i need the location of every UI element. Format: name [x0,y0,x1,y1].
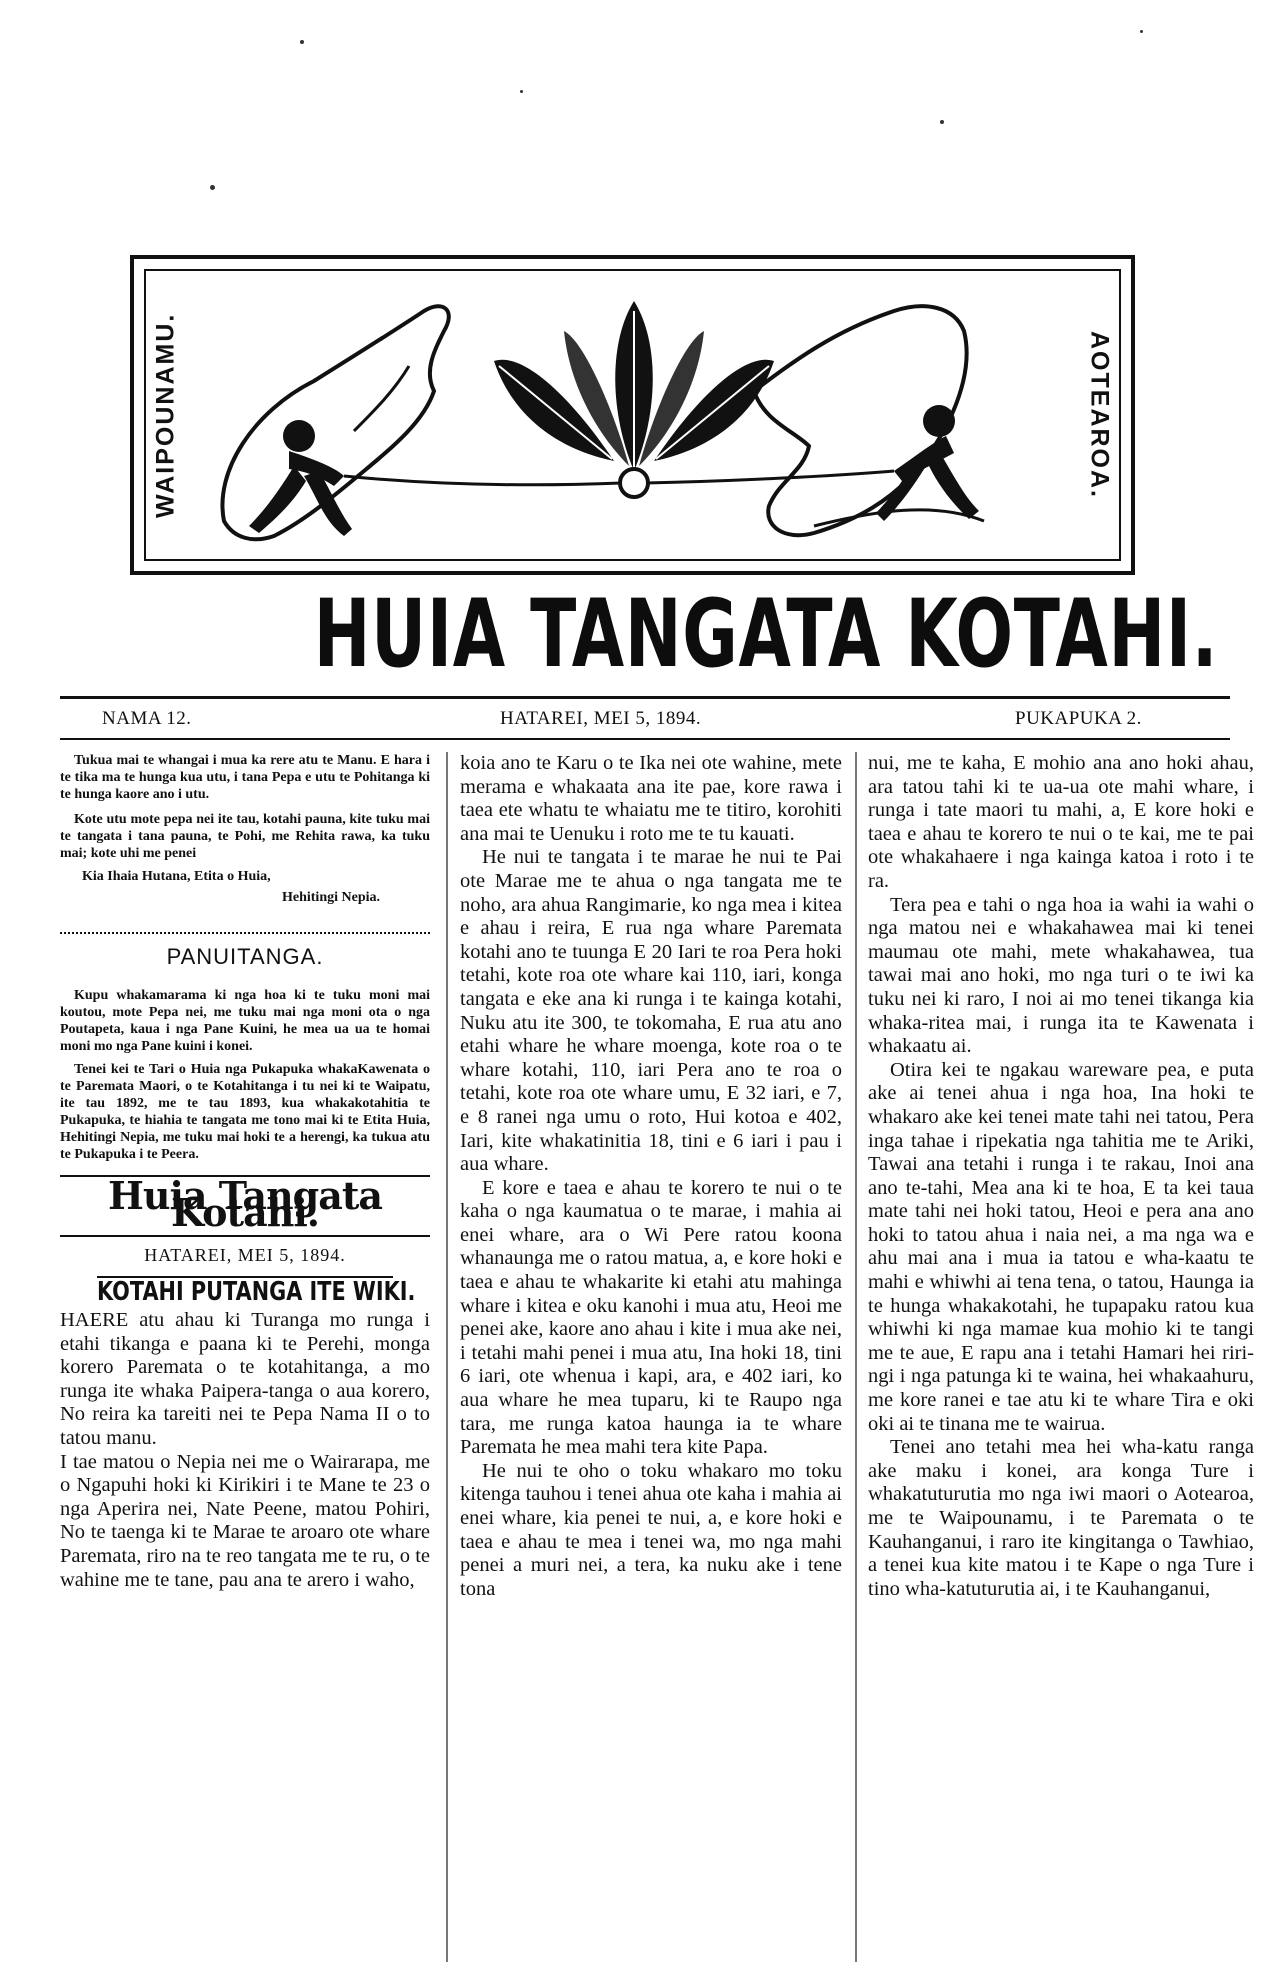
banner-right-label: AOTEAROA. [1085,331,1114,499]
rope-knot [620,469,648,497]
intro-paragraph: Tukua mai te whangai i mua ka rere atu te Manu. E hara i te tika ma te hunga kua utu, i tana Pepa e utu te Pohitanga ki te hunga kaore ano i utu. [60,753,430,802]
paper-nameplate: Huia Tangata Kotahi. [107,1173,383,1235]
section-divider [60,922,430,934]
masthead-rule-bottom [60,738,1230,740]
feathers-emblem [494,301,774,497]
notices-heading: PANUITANGA. [166,944,324,969]
article-paragraph: koia ano te Karu o te Ika nei ote wahine, mete merama e whakaata ana ite pae, kore rawa i taea ete whatu te whaiatu me te titiro, korohiti ana mai te Uenuku i roto me te tu kauati. [460,752,842,845]
print-speck [940,120,944,124]
editor-location: Hehitingi Nepia. [281,890,380,905]
article-paragraph: He nui te oho o toku whakaro mo toku kitenga tauhou i tenei ahua ote kaha i mahia ai enei whare, kia penei te nui, a, e kore hoki e taea e ahau te mea i tenei wa, mo nga mahi penei a muri nei, a tera, ka nuku ake i tene tona [460,1459,842,1600]
notice-paragraph: Kupu whakamarama ki nga hoa ki te tuku moni mai koutou, mote Pepa nei, me tuku mai nga moni ota o nga Poutapeta, kaua i nga Pane Kuini, he mea ua ua te homai moni mo nga Pane kuini i konei. [60,988,430,1054]
column-middle [460,752,842,1967]
intro-paragraph: Kote utu mote pepa nei ite tau, kotahi pauna, kite tuku mai te tangata i tana pauna, te Pohi, me Rehita rawa, ka tuku mai; kote uhi me penei [60,812,430,861]
notice-paragraph: Tenei kei te Tari o Huia nga Pukapuka whakaKawenata o te Paremata Maori, o te Kotahitanga i tu nei ki te Waipatu, ite tau 1892, me te tau 1893, kua whakakotahitia te Pukapuka, te hiahia te tangata me tono mai ki te Etita Huia, Hehitingi Nepia, me tuku mai hoki te a herengi, ka tukua atu te Pukapuka i te Peera. [60,1062,430,1162]
article-paragraph: Tera pea e tahi o nga hoa ia wahi ia wahi o nga matou nei e whakahawea mai ki tenei maumau ote mahi, mete whakahawea, tua tawai mai ano hoki, mo nga turi o te iwi ka tuku nei ki raro, I noi ai mo tenei tikanga kia whaka-ritea mai, i runga ita te Kawenata i whakaatu ai. [868,893,1254,1058]
column-rule [855,752,857,1962]
masthead-rule-top [60,696,1230,699]
issue-page: PUKAPUKA 2. [1015,708,1142,729]
editorial-paragraph: I tae matou o Nepia nei me o Wairarapa, me o Ngapuhi hoki ki Kirikiri i te Mane te 23 o nga Aperira nei, Nate Peene, matou Pohiri, No te taenga ki te Marae te aroaro ote whare Paremata, riro na te reo tangata me te ru, o te wahine me te tane, pau ana te arero i waho, [60,1450,430,1591]
article-paragraph: Tenei ano tetahi mea hei wha-katu ranga ake maku i konei, ara konga Ture i whakatuturutia mo nga iwi maori o Aotearoa, me te Waipounamu, i te Paremata o te Kauhanganui, i raro ite kingitanga o Tawhiao, a tenei kua kite matou i te Kape o nga Ture i tino wha-katuturutia ai, i te Kauhanganui, [868,1436,1254,1600]
article-paragraph: He nui te tangata i te marae he nui te Pai ote Marae me te ahua o nga tangata me te noho, ara ahua Rangimarie, ko nga mea i kitea e ahau i reira, E rua nga whare Paremata kotahi ano te tuunga E 20 Iari te roa Pera hoki tetahi, kote roa ote whare kai 110, iari, konga tangata e eke ana ki runga i te kainga kotahi, Nuku atu ite 300, te tokomaha, E rua atu ano etahi whare he whare moenga, kote roa o te whare kotahi, 110, iari Pera ano te roa o tetahi, kote roa ote whare umu, E 32 iari, e 7, e 8 ranei nga umu o roto, Hui kotoa e 402, Iari, kite whakatinitia 18, tini e 6 iari i pau i aua whare. [460,846,842,1176]
right-figure-pulling [876,405,979,521]
editor-signature: Kia Ihaia Hutana, Etita o Huia, [82,869,271,884]
print-speck [520,90,523,93]
editorial-date: HATAREI, MEI 5, 1894. [60,1235,430,1264]
article-paragraph: E kore e taea e ahau te korero te nui o te kaha o nga kaumatua o te marae, i mahia ai enei whare, ara o Wi Pere ratou koona whanaunga me o ratou matua, a, e kore hoki e taea e ahau te whakarite ki etahi atu mahinga whare i kitea e oku kanohi i mua atu, Heoi me penei ake, kaore ano ahau i kite i mua ake nei, i tetahi mahi penei i mua atu, Ina hoki 18, tini 6 iari, ote whenua i kapi, ara, e 402 iari, ko aua whare he mea tuparu, ki te Raupo nga tara, me runga katoa haunga ia te whare Paremata he mea mahi tera kite Papa. [460,1176,842,1459]
editorial-paragraph: HAERE atu ahau ki Turanga mo runga i etahi tikanga e paana ki te Perehi, monga korero Paremata o te kotahitanga, a mo runga ite whaka Paipera-tanga o aua korero, No reira ka tareiti nei te Pepa Nama II o to tatou manu. [60,1309,430,1449]
editorial-heading: KOTAHI PUTANGA ITE WIKI. [97,1277,416,1307]
issue-number: NAMA 12. [102,708,192,729]
column-left [60,752,430,1972]
issue-date: HATAREI, MEI 5, 1894. [500,708,702,729]
masthead-banner [130,255,1135,575]
article-paragraph: Otira kei te ngakau wareware pea, e puta ake ai tenei ahua i nga hoa, Ina hoki te whakaro ake kei tenei mate tahi nei tatou, Pera inga tahae i ripekatia nga tahitia me te Ariki, Tawai ana tetahi i runga i te rakau, Inoi ana ano te-tahi, Mea ana ki te hoa, E ta kei taua mate tahi nei hoki tatou, Heoi e pera ana ano hoki to tatou ahua i naia nei, a ma nga wa e ahu mai ana i mua ia tatou e wha-kaatu te mahi e whiwhi ai tena tena, o tatou, Haunga ia te hunga whakakotahi, he tupapaku ratou kua whiwhi ki nga mamae kua mohio ki te tangi me te aue, E rapu ana i tetahi Hamari hei riri-ngi i nga patunga ki te waina, hei whakaahuru, me kore ranei e tae atu ki te whare Tira e oki oki ai te tinana me te wairua. [868,1058,1254,1435]
south-island-coast [354,366,409,431]
print-speck [300,40,304,44]
article-paragraph: nui, me te kaha, E mohio ana ano hoki ahau, ara tatou tahi ki te ua-ua ote mahi whare, i runga i tate maori tu mahi, a, E kore hoki e taea e ahau te korero te nui o te kai, me te pai ote whakahaere i nga kainga katoa i roto i te ra. [868,752,1254,892]
column-right [868,752,1254,1967]
banner-left-label: WAIPOUNAMU. [151,312,180,518]
print-speck [210,185,215,190]
editorial-body [60,1309,430,1592]
print-speck [1140,30,1143,33]
newspaper-title: HUIA TANGATA KOTAHI. [313,580,1219,689]
column-rule [446,752,448,1962]
masthead-illustration [194,271,1074,561]
